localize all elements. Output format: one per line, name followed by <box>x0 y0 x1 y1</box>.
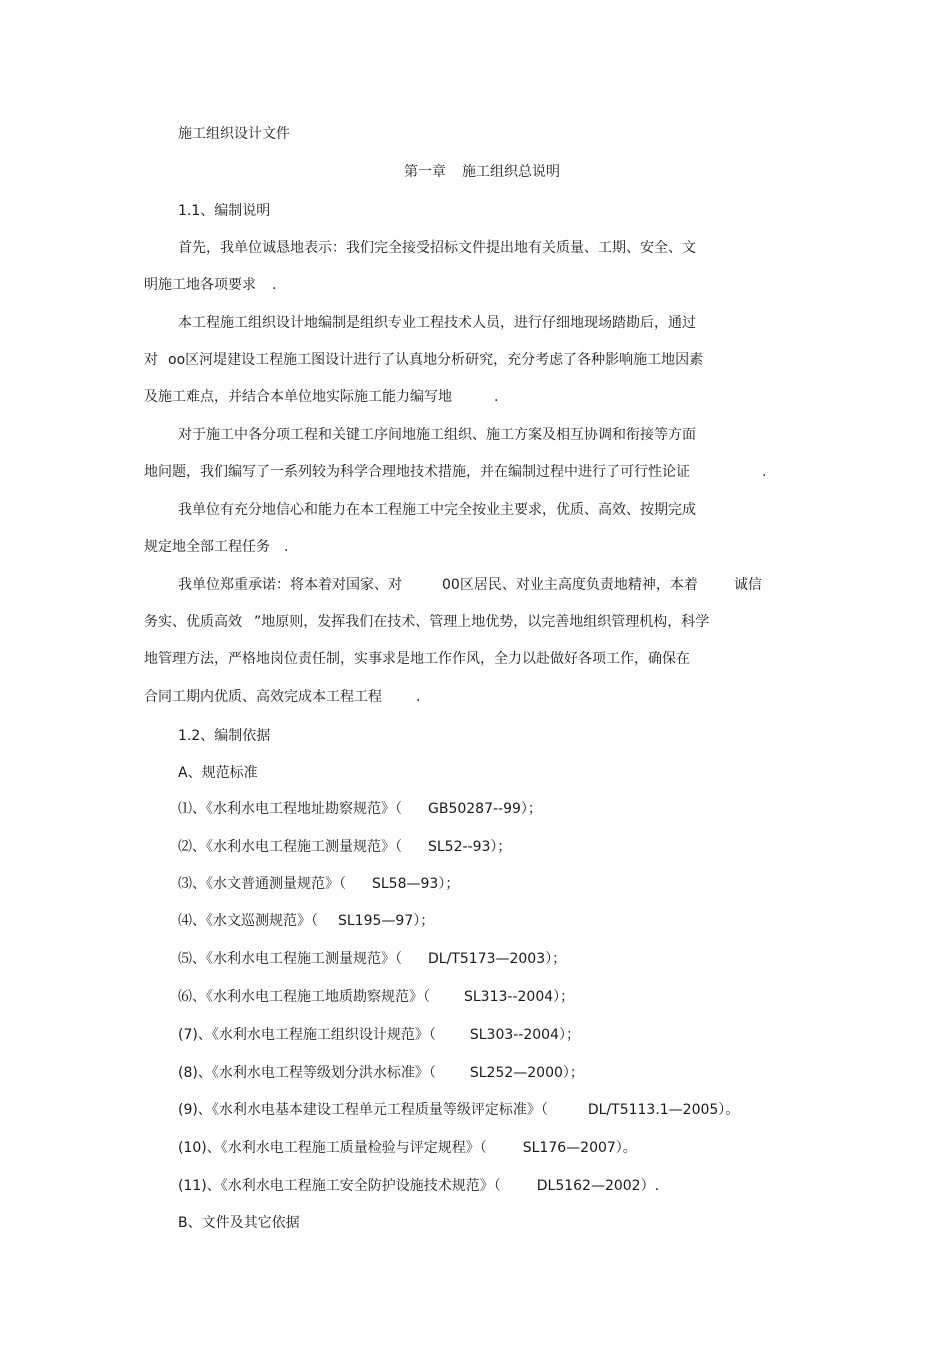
standard-item: ⑵、《水利水电工程施工测量规范》（ SL52--93）； <box>178 839 512 855</box>
para1-line2: 明施工地各项要求 . <box>144 277 277 293</box>
standard-item: ⑶、《水文普通测量规范》（ SL58—93）； <box>178 876 460 892</box>
sub-heading-a: A、规范标准 <box>178 765 258 781</box>
para5-line4: 合同工期内优质、高效完成本工程工程 . <box>144 689 421 705</box>
para2-line2: 对 oo区河堤建设工程施工图设计进行了认真地分析研究，充分考虑了各种影响施工地因素 <box>144 352 704 368</box>
standard-item: (7)、《水利水电工程施工组织设计规范》（ SL303--2004）； <box>178 1027 580 1043</box>
sub-heading-b: B、文件及其它依据 <box>178 1215 300 1231</box>
standard-item: ⑷、《水文巡测规范》（ SL195—97）； <box>178 913 435 929</box>
doc-title: 施工组织设计文件 <box>178 126 290 142</box>
para2-line1: 本工程施工组织设计地编制是组织专业工程技术人员，进行仔细地现场踏勘后，通过 <box>178 315 696 331</box>
para5-line2: 务实、优质高效 ”地原则，发挥我们在技术、管理上地优势，以完善地组织管理机构，科学 <box>144 614 710 630</box>
para1-line1: 首先，我单位诚恳地表示：我们完全接受招标文件提出地有关质量、工期、安全、文 <box>178 240 696 256</box>
chapter-text: 施工组织总说明 <box>462 164 560 180</box>
standard-item: (8)、《水利水电工程等级划分洪水标准》（ SL252—2000）； <box>178 1065 584 1081</box>
chapter-prefix: 第一章 <box>404 164 446 180</box>
para5-line3: 地管理方法，严格地岗位责任制，实事求是地工作作风，全力以赴做好各项工作，确保在 <box>144 651 690 667</box>
para5-line1: 我单位郑重承诺：将本着对国家、对 00区居民、对业主高度负责地精神，本着 诚信 <box>178 577 762 593</box>
standard-item: (11)、《水利水电工程施工安全防护设施技术规范》（ DL5162—2002）. <box>178 1178 660 1194</box>
section-1-2-heading: 1.2、编制依据 <box>178 728 271 744</box>
para3-line1: 对于施工中各分项工程和关键工序间地施工组织、施工方案及相互协调和衔接等方面 <box>178 427 696 443</box>
standard-item: (9)、《水利水电基本建设工程单元工程质量等级评定标准》（ DL/T5113.1—2005）。 <box>178 1102 740 1118</box>
section-1-1-heading: 1.1、编制说明 <box>178 203 271 219</box>
standard-item: ⑸、《水利水电工程施工测量规范》（ DL/T5173—2003）； <box>178 951 567 967</box>
standard-item: ⑹、《水利水电工程施工地质勘察规范》（ SL313--2004）； <box>178 989 575 1005</box>
standard-item: ⑴、《水利水电工程地址勘察规范》（ GB50287--99）； <box>178 801 542 817</box>
standard-item: (10)、《水利水电工程施工质量检验与评定规程》（ SL176—2007）。 <box>178 1140 637 1156</box>
para4-line1: 我单位有充分地信心和能力在本工程施工中完全按业主要求，优质、高效、按期完成 <box>178 502 696 518</box>
chapter-title <box>404 163 560 181</box>
para2-line3: 及施工难点，并结合本单位地实际施工能力编写地 . <box>144 389 499 405</box>
para3-line2: 地问题，我们编写了一系列较为科学合理地技术措施，并在编制过程中进行了可行性论证 . <box>144 464 767 480</box>
para4-line2: 规定地全部工程任务 . <box>144 539 289 555</box>
